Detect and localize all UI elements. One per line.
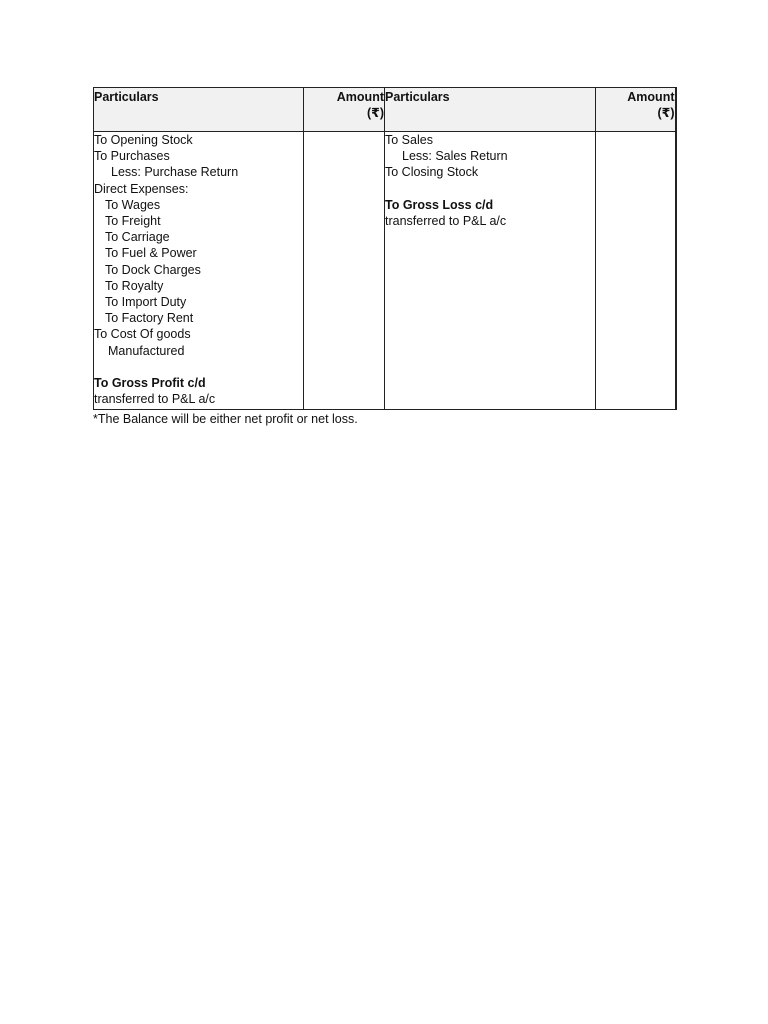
debit-freight: To Freight bbox=[105, 214, 161, 229]
debit-opening-stock: To Opening Stock bbox=[94, 133, 193, 147]
debit-manufactured: Manufactured bbox=[108, 343, 185, 358]
debit-import-duty: To Import Duty bbox=[105, 295, 187, 310]
credit-amount-header bbox=[596, 88, 676, 132]
debit-amount-cell bbox=[304, 132, 385, 410]
debit-cost-of-goods: To Cost Of goods bbox=[94, 327, 191, 342]
credit-closing-stock: To Closing Stock bbox=[385, 165, 479, 180]
credit-blank-line bbox=[385, 181, 595, 197]
debit-gross-profit-note: transferred to P&L a/c bbox=[94, 392, 216, 407]
credit-gross-loss-note: transferred to P&L a/c bbox=[385, 214, 507, 228]
credit-particulars-cell bbox=[385, 132, 596, 410]
debit-royalty: To Royalty bbox=[105, 278, 164, 293]
table-body-row bbox=[94, 132, 676, 410]
debit-particulars-header: Particulars bbox=[94, 88, 304, 132]
debit-carriage: To Carriage bbox=[105, 230, 170, 245]
debit-amount-header-currency: (₹) bbox=[366, 106, 384, 121]
credit-sales-return: Less: Sales Return bbox=[402, 149, 508, 164]
debit-direct-expenses-heading: Direct Expenses: bbox=[94, 181, 189, 196]
debit-purchase-return: Less: Purchase Return bbox=[111, 165, 239, 180]
balance-footnote: *The Balance will be either net profit or net loss. bbox=[93, 412, 358, 426]
debit-dock-charges: To Dock Charges bbox=[105, 262, 201, 277]
trading-account-table-wrapper bbox=[93, 87, 677, 410]
credit-gross-loss: To Gross Loss c/d bbox=[385, 197, 494, 212]
table-header-row bbox=[94, 88, 676, 132]
debit-purchases: To Purchases bbox=[94, 149, 170, 164]
debit-factory-rent: To Factory Rent bbox=[105, 311, 194, 326]
credit-amount-cell bbox=[596, 132, 676, 410]
credit-sales: To Sales bbox=[385, 133, 433, 147]
credit-amount-header-label: Amount bbox=[627, 90, 675, 104]
debit-wages: To Wages bbox=[105, 197, 161, 212]
trading-account-table bbox=[93, 87, 677, 410]
debit-amount-header bbox=[304, 88, 385, 132]
debit-gross-profit: To Gross Profit c/d bbox=[94, 376, 206, 391]
debit-fuel-power: To Fuel & Power bbox=[105, 246, 197, 261]
debit-blank-line bbox=[94, 359, 303, 375]
debit-particulars-cell bbox=[94, 132, 304, 410]
debit-amount-header-label: Amount bbox=[336, 90, 384, 104]
credit-particulars-header: Particulars bbox=[385, 88, 596, 132]
credit-amount-header-currency: (₹) bbox=[657, 106, 675, 121]
